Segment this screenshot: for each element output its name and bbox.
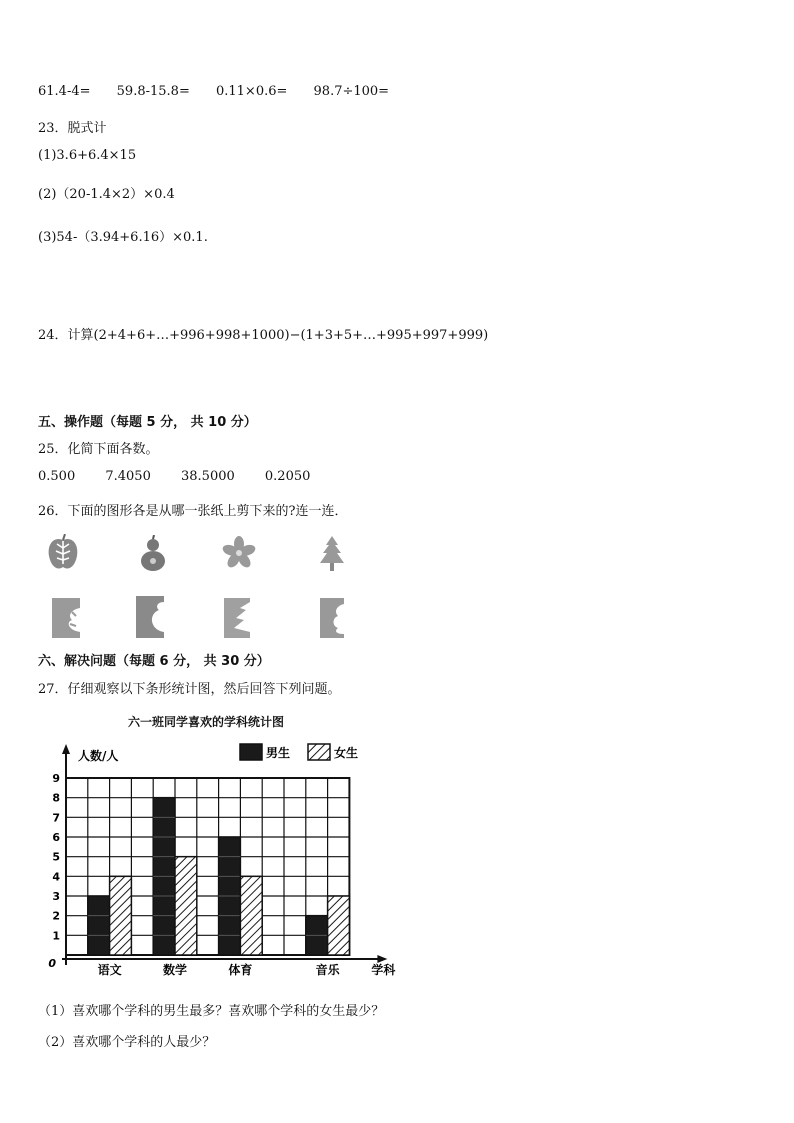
x-axis-arrow [377,955,387,963]
category-label: 语文 [97,963,122,977]
chart-title: 六一班同学喜欢的学科统计图 [128,715,285,729]
y-tick-label: 7 [52,811,60,825]
y-axis-arrow [62,744,70,754]
bar-女生-数学 [175,857,197,955]
apple-icon [46,534,80,572]
bar-男生-语文 [88,896,110,955]
y-tick-label: 2 [52,909,60,923]
y-tick-label: 8 [52,791,60,805]
origin-label: 0 [48,957,56,970]
mental-calc-row [38,84,389,99]
y-tick-label: 9 [52,772,60,785]
number-item: 0.2050 [264,469,311,484]
calc-item: 61.4-4= [38,84,91,99]
category-label: 数学 [162,963,188,977]
y-tick-label: 6 [52,831,60,844]
bar-女生-体育 [240,876,262,955]
folded-paper-3-icon [222,598,252,638]
legend-label: 男生 [266,746,291,760]
q26-title: 26．下面的图形各是从哪一张纸上剪下来的?连一连． [38,504,348,519]
y-axis-label: 人数/人 [78,749,119,763]
section5-title: 五、操作题（每题 5 分， 共 10 分） [38,415,257,430]
q24-text: 24．计算(2+4+6+…+996+998+1000)−(1+3+5+…+995+997+999) [38,328,489,343]
q27-question-2: （2）喜欢哪个学科的人最少？ [38,1035,216,1050]
gourd-icon [138,535,168,573]
section6-title: 六、解决问题（每题 6 分， 共 30 分） [38,654,270,669]
q27-question-1: （1）喜欢哪个学科的男生最多？喜欢哪个学科的女生最少？ [38,1004,385,1019]
q25-numbers [38,469,310,484]
bar-女生-语文 [110,876,132,955]
bar-chart [38,708,398,983]
legend-swatch-女生 [308,744,330,760]
q27-title: 27．仔细观察以下条形统计图，然后回答下列问题。 [38,682,341,697]
q23-item-3: (3)54-（3.94+6.16）×0.1. [38,230,208,245]
folded-paper-4-icon [318,598,346,638]
y-tick-label: 5 [52,850,60,864]
y-tick-label: 3 [52,890,60,903]
category-label: 体育 [228,963,253,977]
tree-icon [316,536,348,572]
q23-title: 23．脱式计 [38,121,107,136]
calc-item: 0.11×0.6= [215,84,288,99]
y-tick-label: 4 [52,870,60,884]
folded-paper-2-icon [134,596,166,638]
number-item: 0.500 [38,469,76,484]
calc-item: 59.8-15.8= [116,84,190,99]
x-axis-label: 学科 [371,963,396,977]
number-item: 38.5000 [181,469,235,484]
folded-paper-1-icon [50,598,84,638]
legend-label: 女生 [334,746,359,760]
category-label: 音乐 [315,963,340,977]
y-tick-label: 1 [52,929,60,943]
number-item: 7.4050 [105,469,151,484]
bar-女生-音乐 [328,896,350,955]
q23-item-1: (1)3.6+6.4×15 [38,148,137,163]
calc-item: 98.7÷100= [313,84,390,99]
legend-swatch-男生 [240,744,262,760]
q23-item-2: (2)（20-1.4×2）×0.4 [38,187,175,202]
q25-title: 25．化简下面各数。 [38,442,159,457]
flower-icon [222,536,256,570]
